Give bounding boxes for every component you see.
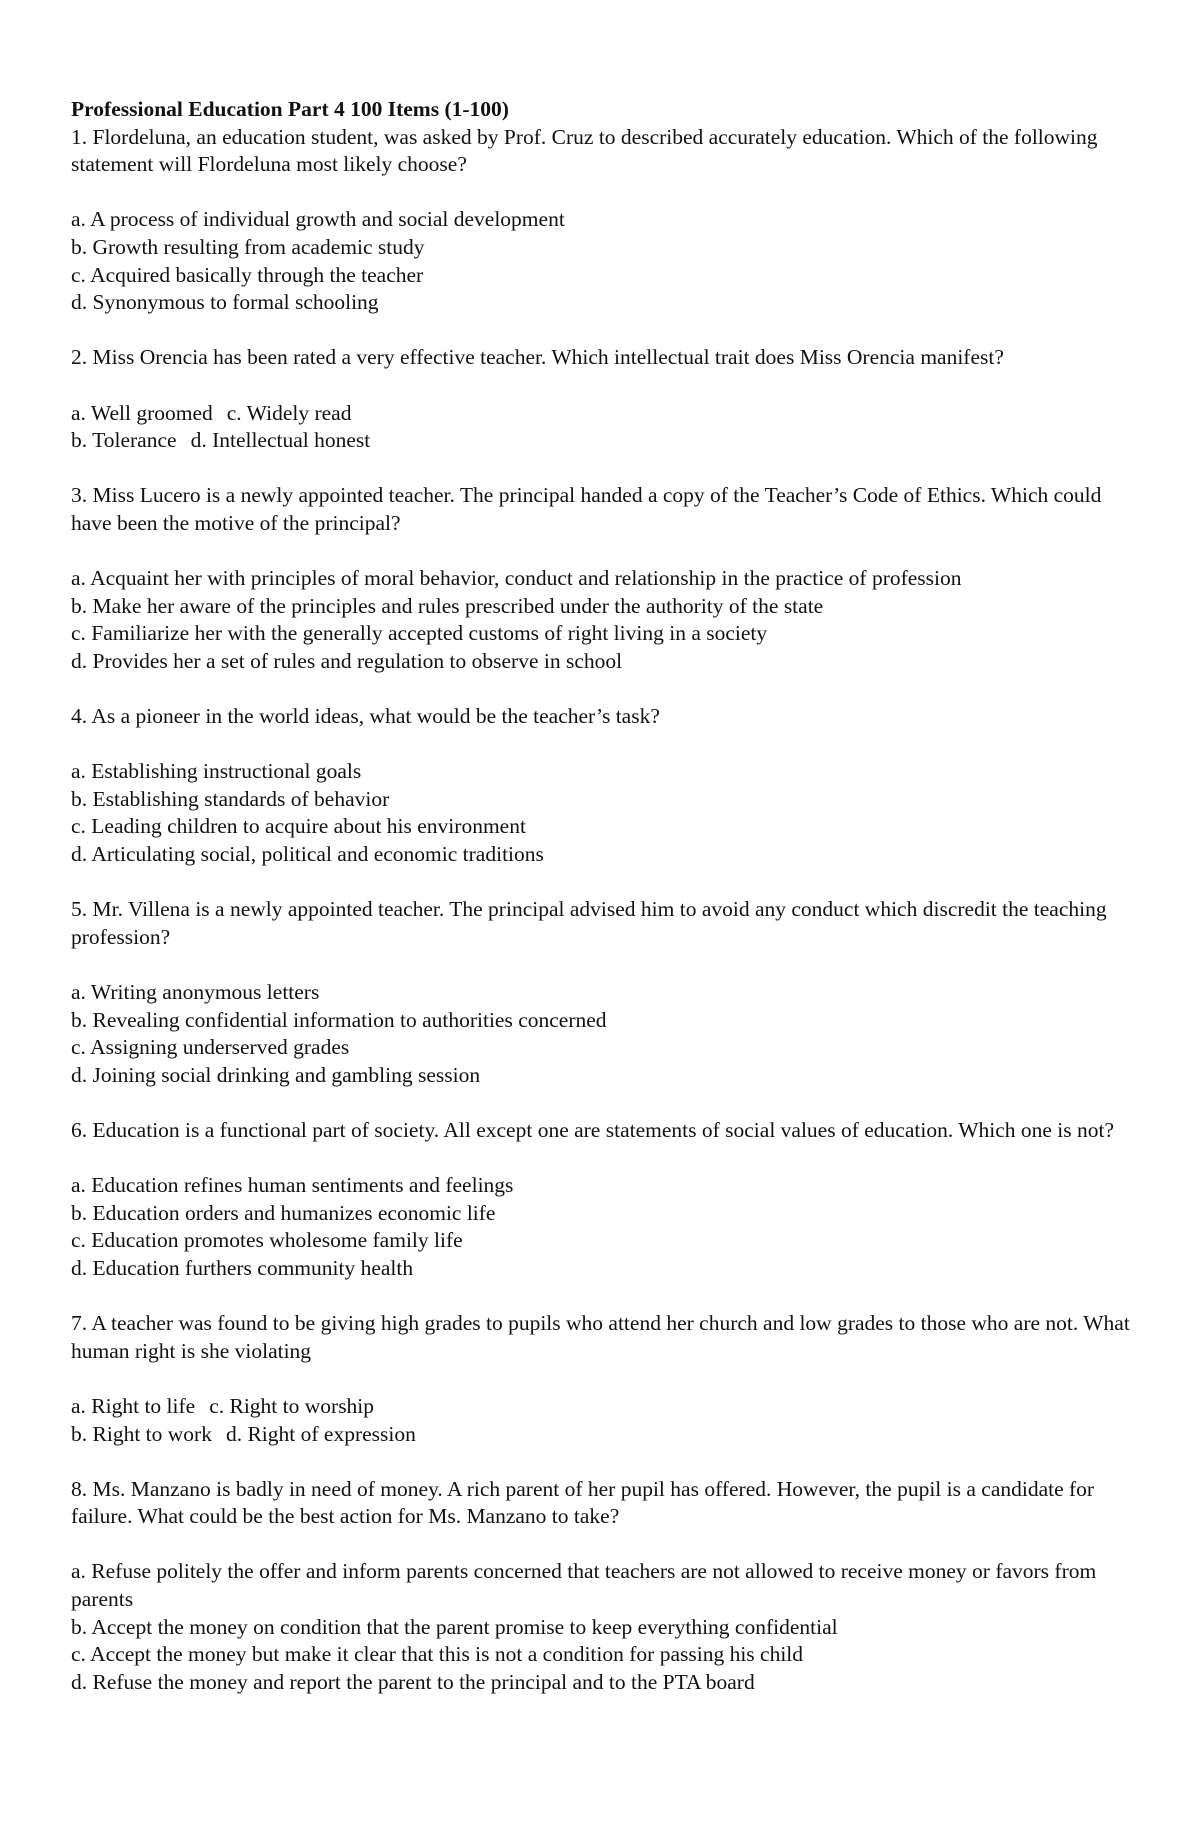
option-row xyxy=(71,1393,1141,1421)
option-b: b. Establishing standards of behavior xyxy=(71,786,390,811)
option-d: d. Intellectual honest xyxy=(190,428,371,453)
question-8 xyxy=(71,1476,1141,1697)
option-d: d. Education furthers community health xyxy=(71,1255,414,1280)
option-c: c. Assigning underserved grades xyxy=(71,1035,350,1060)
option-c: c. Education promotes wholesome family life xyxy=(71,1228,463,1253)
option-b: b. Right to work xyxy=(71,1421,212,1446)
option-d: d. Joining social drinking and gambling session xyxy=(71,1062,481,1087)
question-4 xyxy=(71,703,1141,869)
option-a: a. A process of individual growth and social development xyxy=(71,207,565,232)
document-page xyxy=(71,96,1141,1724)
question-6 xyxy=(71,1117,1141,1283)
option-row xyxy=(71,1421,1141,1449)
option-b: b. Tolerance xyxy=(71,428,177,453)
option-a: a. Acquaint her with principles of moral behavior, conduct and relationship in the practice of profession xyxy=(71,566,962,591)
question-text: 4. As a pioneer in the world ideas, what would be the teacher’s task? xyxy=(71,704,660,729)
option-b: b. Growth resulting from academic study xyxy=(71,234,425,259)
question-text: 8. Ms. Manzano is badly in need of money. A rich parent of her pupil has offered. However, the pupil is a candidate for failure. What could be the best action for Ms. Manzano to take? xyxy=(71,1476,1095,1529)
option-d: d. Refuse the money and report the parent to the principal and to the PTA board xyxy=(71,1669,755,1694)
question-2 xyxy=(71,344,1141,454)
question-text: 2. Miss Orencia has been rated a very effective teacher. Which intellectual trait does Miss Orencia manifest? xyxy=(71,345,1004,370)
option-a: a. Establishing instructional goals xyxy=(71,759,362,784)
option-b: b. Accept the money on condition that the parent promise to keep everything confidential xyxy=(71,1614,838,1639)
question-text: 7. A teacher was found to be giving high grades to pupils who attend her church and low grades to those who are not. What human right is she violating xyxy=(71,1311,1130,1363)
option-a: a. Education refines human sentiments and feelings xyxy=(71,1173,514,1198)
option-b: b. Revealing confidential information to authorities concerned xyxy=(71,1007,607,1032)
option-a: a. Right to life xyxy=(71,1393,196,1418)
option-row xyxy=(71,400,1141,428)
option-row xyxy=(71,427,1141,455)
question-text: 3. Miss Lucero is a newly appointed teacher. The principal handed a copy of the Teacher’s Code of Ethics. Which could have been the motive of the principal? xyxy=(71,483,1102,535)
option-d: d. Provides her a set of rules and regulation to observe in school xyxy=(71,648,623,673)
question-5 xyxy=(71,896,1141,1089)
option-c: c. Acquired basically through the teacher xyxy=(71,262,424,287)
option-b: b. Education orders and humanizes economic life xyxy=(71,1200,496,1225)
option-c: c. Widely read xyxy=(226,400,352,425)
option-a: a. Refuse politely the offer and inform parents concerned that teachers are not allowed to receive money or favors from parents xyxy=(71,1559,1097,1612)
question-text: 5. Mr. Villena is a newly appointed teacher. The principal advised him to avoid any conduct which discredit the teaching profession? xyxy=(71,897,1107,949)
question-1 xyxy=(71,124,1141,317)
option-a: a. Writing anonymous letters xyxy=(71,980,320,1004)
question-text: 1. Flordeluna, an education student, was asked by Prof. Cruz to described accurately education. Which of the following statement will Flordeluna most likely choose? xyxy=(71,124,1098,177)
option-d: d. Articulating social, political and economic traditions xyxy=(71,842,544,867)
document-title: Professional Education Part 4 100 Items (1-100) xyxy=(71,97,509,121)
question-text: 6. Education is a functional part of society. All except one are statements of social values of education. Which one is not? xyxy=(71,1117,1115,1142)
option-c: c. Accept the money but make it clear that this is not a condition for passing his child xyxy=(71,1642,804,1667)
option-b: b. Make her aware of the principles and rules prescribed under the authority of the state xyxy=(71,593,824,618)
question-3 xyxy=(71,482,1141,675)
option-d: d. Synonymous to formal schooling xyxy=(71,290,379,315)
option-d: d. Right of expression xyxy=(225,1421,416,1446)
option-c: c. Right to worship xyxy=(209,1393,375,1418)
option-a: a. Well groomed xyxy=(71,400,213,425)
option-c: c. Familiarize her with the generally accepted customs of right living in a society xyxy=(71,621,768,646)
option-c: c. Leading children to acquire about his environment xyxy=(71,814,526,839)
question-7 xyxy=(71,1310,1141,1448)
